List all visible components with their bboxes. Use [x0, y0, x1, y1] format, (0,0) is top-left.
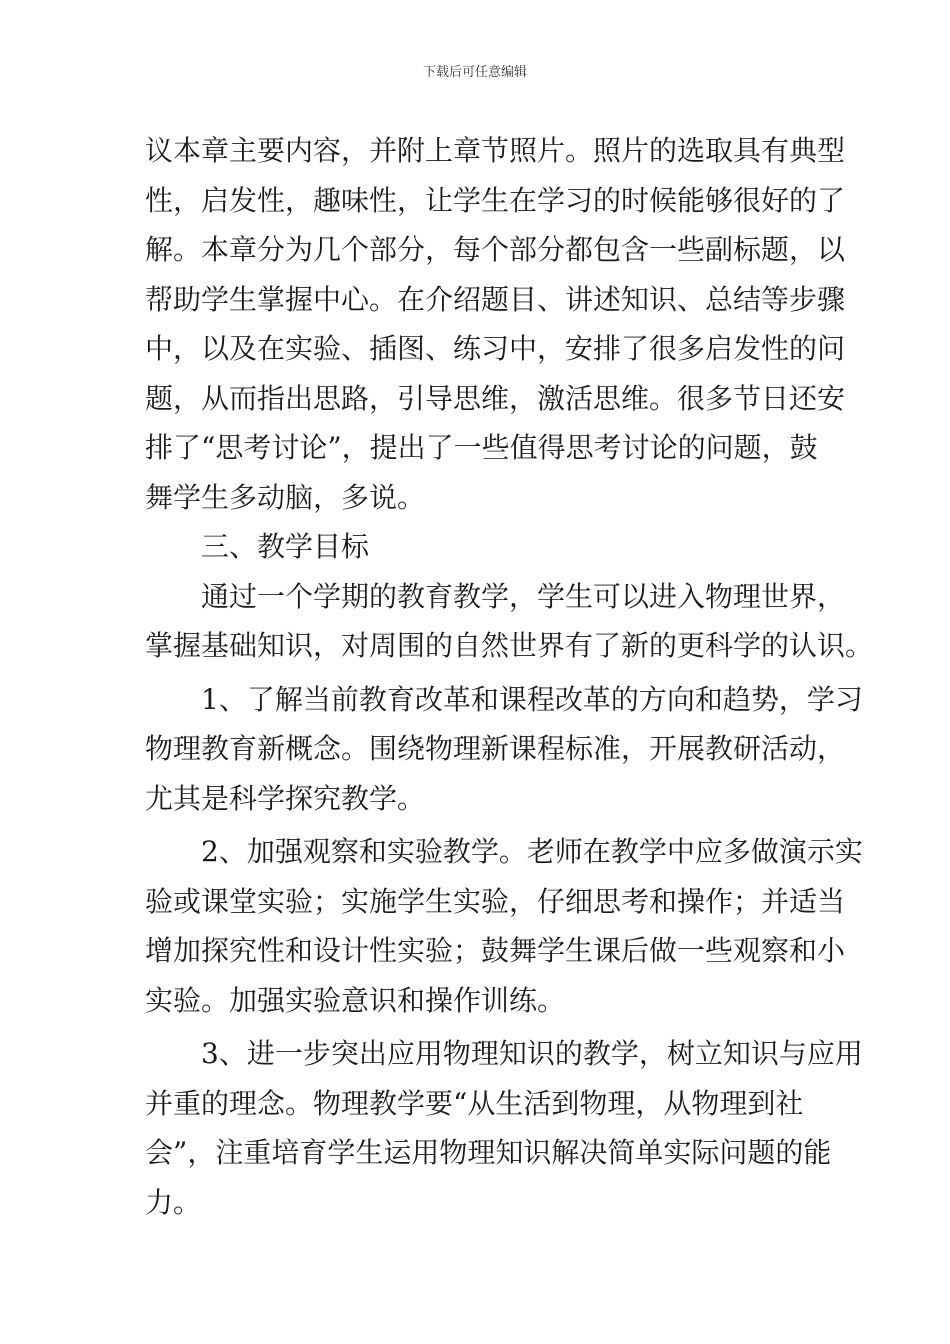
paragraph-goal-1 [145, 675, 863, 824]
document-body [145, 126, 874, 1227]
text-line: 题，从而指出思路，引导思维，激活思维。很多节日还安 [145, 381, 846, 415]
text-line: 通过一个学期的教育教学，学生可以进入物理世界， [201, 579, 846, 613]
text-line: 尤其是科学探究教学。 [145, 781, 426, 815]
page-header: 下载后可任意编辑 [422, 65, 527, 80]
text-line: 会”，注重培育学生运用物理知识解决简单实际问题的能 [145, 1136, 832, 1169]
text-line: 帮助学生掌握中心。在介绍题目、讲述知识、总结等步骤 [145, 282, 846, 316]
text-line: 验或课堂实验；实施学生实验，仔细思考和操作；并适当 [145, 884, 846, 918]
section-heading [145, 522, 810, 572]
text-line: 并重的理念。物理教学要“从生活到物理，从物理到社 [145, 1086, 804, 1120]
text-line: 掌握基础知识，对周围的自然世界有了新的更科学的认识。 [145, 629, 874, 662]
paragraph-goals-intro [145, 572, 874, 671]
section-heading-text: 三、教学目标 [201, 530, 370, 563]
text-line: 性，启发性，趣味性，让学生在学习的时候能够很好的了 [145, 183, 846, 217]
text-line: 力。 [145, 1185, 202, 1219]
text-line: 2、加强观察和实验教学。老师在教学中应多做演示实 [201, 835, 863, 868]
text-line: 物理教育新概念。围绕物理新课程标准，开展教研活动， [145, 732, 846, 765]
text-line: 中，以及在实验、插图、练习中，安排了很多启发性的问 [145, 332, 846, 365]
text-line: 增加探究性和设计性实验；鼓舞学生课后做一些观察和小 [145, 934, 846, 967]
paragraph-textbook-intro [145, 126, 846, 522]
text-line: 排了“思考讨论”，提出了一些值得思考讨论的问题，鼓 [145, 431, 818, 464]
paragraph-goal-3 [145, 1029, 863, 1227]
text-line: 议本章主要内容，并附上章节照片。照片的选取具有典型 [145, 134, 846, 167]
text-line: 1、了解当前教育改革和课程改革的方向和趋势，学习 [201, 682, 863, 716]
text-line: 舞学生多动脑，多说。 [145, 480, 426, 514]
text-line: 解。本章分为几个部分，每个部分都包含一些副标题，以 [145, 233, 846, 266]
text-line: 3、进一步突出应用物理知识的教学，树立知识与应用 [201, 1037, 863, 1070]
text-line: 实验。加强实验意识和操作训练。 [145, 983, 566, 1017]
paragraph-goal-2 [145, 827, 863, 1025]
